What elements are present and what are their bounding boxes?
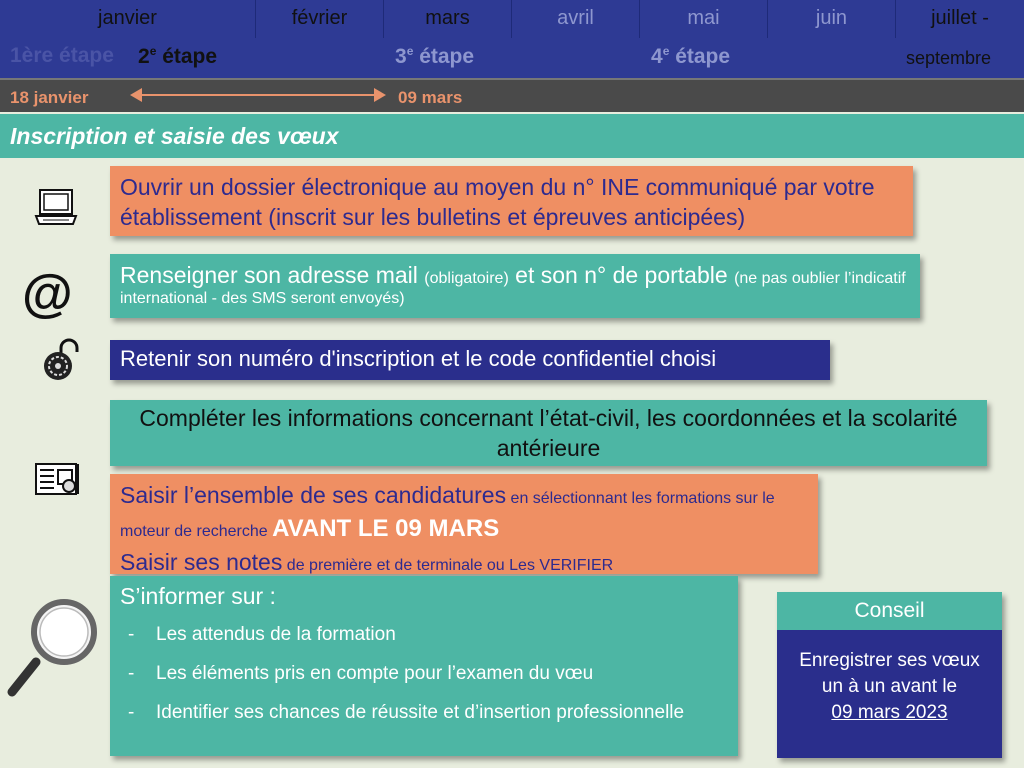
document-icon	[34, 462, 80, 498]
conseil-date: 09 mars 2023	[831, 702, 948, 723]
saisir-deadline: AVANT LE 09 MARS	[272, 515, 500, 542]
step-septembre: septembre	[906, 48, 992, 68]
saisir-text-e: de première et de terminale ou Les VERIFIER	[282, 557, 614, 574]
mail-text-b: (obligatoire)	[424, 270, 509, 287]
retenir-box: Retenir son numéro d'inscription et le code confidentiel choisi	[110, 340, 830, 380]
mail-box	[110, 254, 920, 318]
saisir-text-b: en sélectionnant les formations sur le moteur de recherche	[120, 490, 775, 540]
month-avril: avril	[512, 0, 640, 38]
month-fevrier: février	[256, 0, 384, 38]
month-mai: mai	[640, 0, 768, 38]
date-start: 18 janvier	[10, 88, 89, 107]
month-juin: juin	[768, 0, 896, 38]
conseil-body	[777, 630, 1002, 758]
padlock-icon	[40, 338, 80, 382]
at-sign-icon: @	[22, 265, 73, 323]
list-item: - Les éléments pris en compte pour l’examen du vœu	[120, 661, 728, 687]
list-item: - Les attendus de la formation	[120, 622, 728, 648]
step-3: 3e étape	[395, 44, 475, 68]
informer-box	[110, 576, 738, 756]
magnifier-icon	[6, 596, 102, 700]
informer-list	[120, 622, 728, 726]
date-range-bar	[0, 78, 1024, 112]
month-janvier: janvier	[0, 0, 256, 38]
saisir-text-d: Saisir ses notes	[120, 549, 283, 575]
saisir-text-a: Saisir l’ensemble de ses candidatures	[120, 482, 507, 508]
step-4: 4e étape	[651, 44, 731, 68]
completer-box: Compléter les informations concernant l’état-civil, les coordonnées et la scolarité antérieure	[110, 400, 987, 466]
laptop-icon	[33, 188, 79, 228]
conseil-title: Conseil	[777, 592, 1002, 630]
mail-text-d: (ne pas oublier l’indicatif international - des SMS seront envoyés)	[120, 270, 906, 307]
date-end: 09 mars	[398, 88, 463, 107]
conseil-text: Enregistrer ses vœux un à un avant le	[799, 650, 980, 697]
section-title: Inscription et saisie des vœux	[0, 114, 1024, 158]
dossier-box: Ouvrir un dossier électronique au moyen du n° INE communiqué par votre établissement (inscrit sur les bulletins et épreuves anticipées)	[110, 166, 913, 236]
step-1: 1ère étape	[10, 44, 114, 67]
month-mars: mars	[384, 0, 512, 38]
double-arrow-icon	[132, 94, 384, 96]
informer-title: S’informer sur :	[120, 583, 276, 609]
mail-text-a: Renseigner son adresse mail	[120, 262, 425, 288]
timeline-steps	[0, 38, 1024, 78]
step-2: 2e étape	[138, 44, 218, 68]
saisir-box	[110, 474, 818, 574]
timeline-months	[0, 0, 1024, 38]
month-juillet: juillet -	[931, 7, 989, 29]
list-item: - Identifier ses chances de réussite et d’insertion professionnelle	[120, 700, 728, 726]
mail-text-c: et son n° de portable	[508, 262, 735, 288]
conseil-card	[777, 592, 1002, 758]
